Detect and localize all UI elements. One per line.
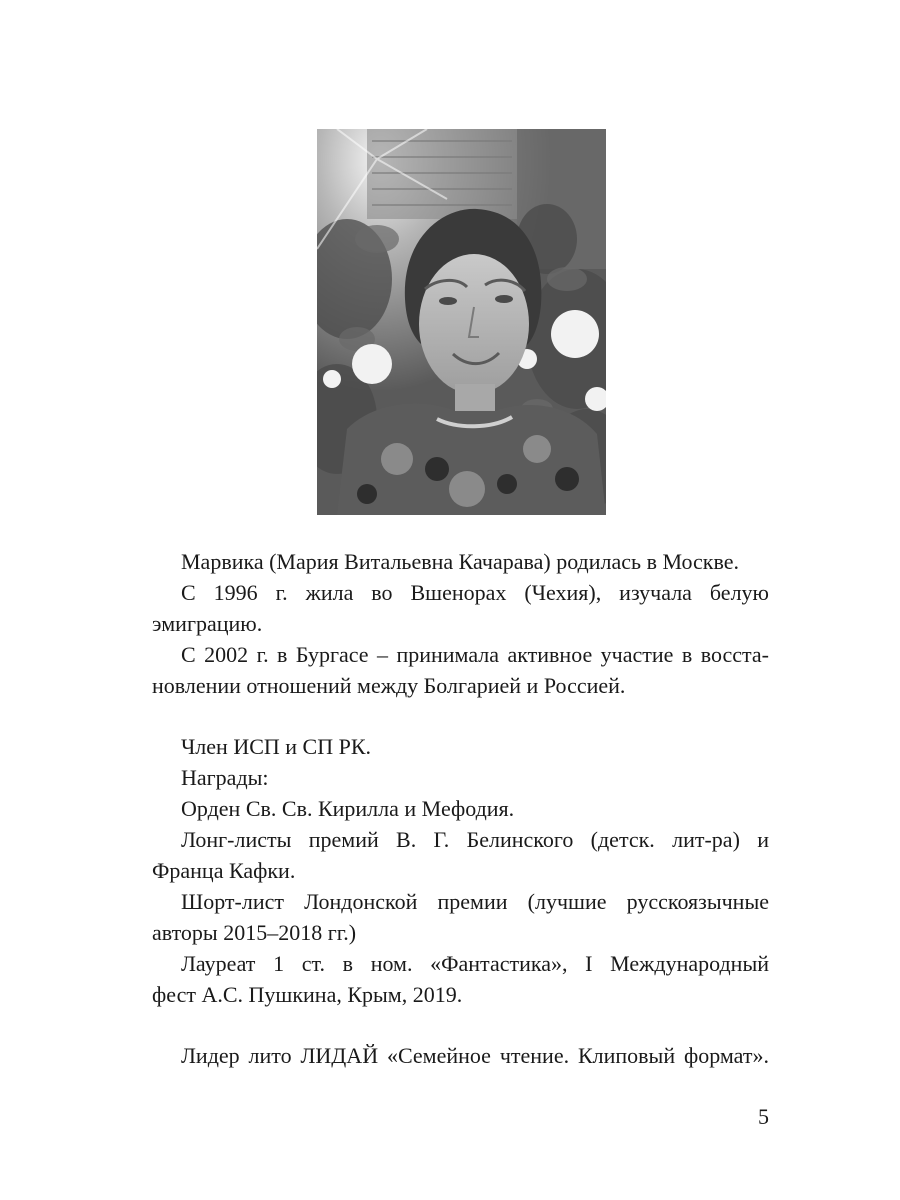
bio-paragraph-czech-line2: эмиграцию. <box>152 611 263 636</box>
awards-heading: Награды: <box>181 765 269 790</box>
biography-text <box>152 546 769 1071</box>
award-shortlist-line1: Шорт-лист Лондонской премии (лучшие русскоязычные <box>181 889 769 914</box>
bio-paragraph-czech-line1: С 1996 г. жила во Вшенорах (Чехия), изучала белую <box>181 580 769 605</box>
leader-line: Лидер лито ЛИДАЙ «Семейное чтение. Клиповый формат». <box>181 1043 769 1068</box>
page-number: 5 <box>758 1104 769 1129</box>
award-longlist-line2: Франца Кафки. <box>152 858 296 883</box>
award-laureate-line2: фест А.С. Пушкина, Крым, 2019. <box>152 982 463 1007</box>
bio-paragraph-burgas-line2: новлении отношений между Болгарией и Россией. <box>152 673 626 698</box>
bio-paragraph-burgas-line1: С 2002 г. в Бургасе – принимала активное участие в восста- <box>181 642 769 667</box>
award-shortlist-line2: авторы 2015–2018 гг.) <box>152 920 357 945</box>
membership-line: Член ИСП и СП РК. <box>181 734 372 759</box>
author-portrait-photo <box>317 129 606 515</box>
award-laureate-line1: Лауреат 1 ст. в ном. «Фантастика», I Международный <box>181 951 769 976</box>
award-order: Орден Св. Св. Кирилла и Мефодия. <box>181 796 515 821</box>
award-longlist-line1: Лонг-листы премий В. Г. Белинского (детск. лит-ра) и <box>181 827 769 852</box>
bio-paragraph-birth: Марвика (Мария Витальевна Качарава) родилась в Москве. <box>181 549 739 574</box>
